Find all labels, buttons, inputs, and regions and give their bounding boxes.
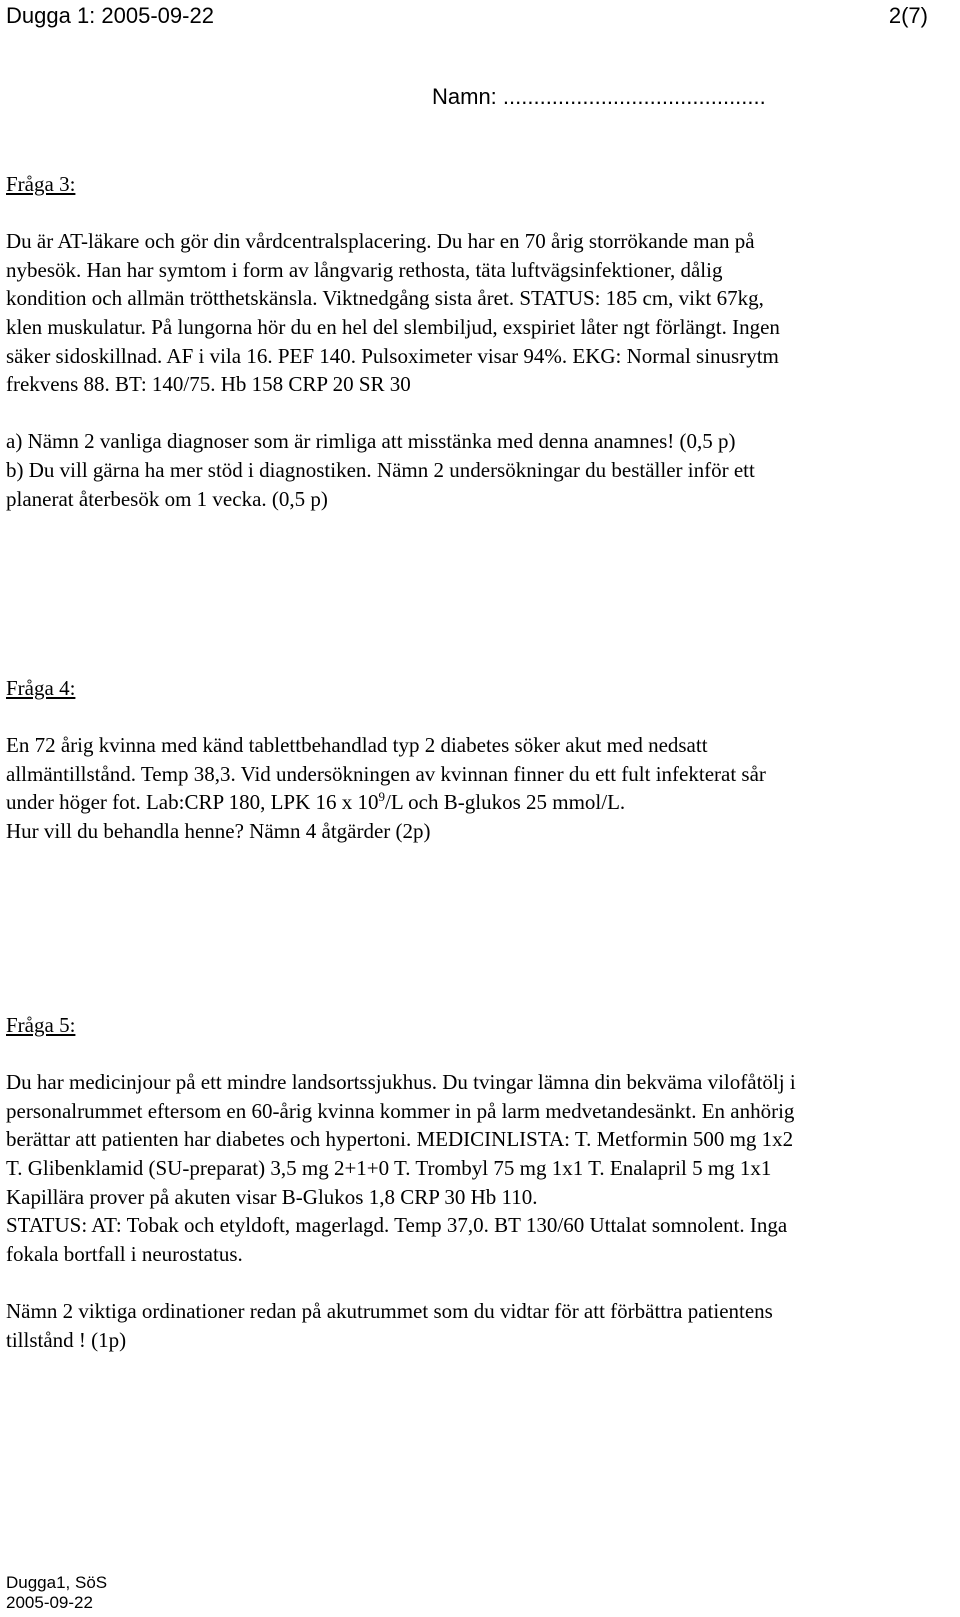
question-3-task-a: a) Nämn 2 vanliga diagnoser som är rimliga att misstänka med denna anamnes! (0,5 p)	[6, 429, 736, 454]
question-5-title: Fråga 5:	[6, 1013, 76, 1037]
question-4-lab-text: under höger fot. Lab:CRP 180, LPK 16 x 10	[6, 790, 379, 815]
question-5-task: tillstånd ! (1p)	[6, 1327, 127, 1352]
page-number: 2(7)	[888, 3, 928, 28]
question-3	[6, 170, 936, 513]
question-5-case-line: fokala bortfall i neurostatus.	[6, 1241, 243, 1266]
footer	[6, 1573, 107, 1613]
footer-course: Dugga1, SöS	[6, 1573, 108, 1592]
question-4-lab-text: /L och B-glukos 25 mmol/L.	[385, 790, 626, 815]
question-5	[6, 1011, 936, 1354]
exponent-superscript: 9	[378, 789, 386, 805]
question-3-task-b: b) Du vill gärna ha mer stöd i diagnostiken. Nämn 2 undersökningar du beställer inför ett	[6, 457, 755, 482]
question-3-case-line: nybesök. Han har symtom i form av långvarig rethosta, täta luftvägsinfektioner, dålig	[6, 257, 723, 282]
question-4-case-line: allmäntillstånd. Temp 38,3. Vid undersökningen av kvinnan finner du ett fult infekterat sår	[6, 761, 766, 786]
question-4-case-line	[6, 788, 936, 817]
name-line: Namn: ...........................................	[432, 84, 766, 109]
question-3-case-line: kondition och allmän trötthetskänsla. Viktnedgång sista året. STATUS: 185 cm, vikt 67kg,	[6, 286, 764, 311]
question-3-case-line: säker sidoskillnad. AF i vila 16. PEF 140. Pulsoximeter visar 94%. EKG: Normal sinusrytm	[6, 343, 779, 368]
header-left: Dugga 1: 2005-09-22	[6, 3, 214, 28]
footer-date: 2005-09-22	[6, 1593, 93, 1612]
question-4	[6, 674, 936, 846]
question-5-case-line: STATUS: AT: Tobak och etyldoft, magerlagd. Temp 37,0. BT 130/60 Uttalat somnolent. Inga	[6, 1213, 788, 1238]
question-5-case-line: Du har medicinjour på ett mindre landsortssjukhus. Du tvingar lämna din bekväma vilofåtölj i	[6, 1070, 796, 1095]
question-5-case-line: personalrummet eftersom en 60-årig kvinna kommer in på larm medvetandesänkt. En anhörig	[6, 1098, 795, 1123]
question-3-case-line: frekvens 88. BT: 140/75. Hb 158 CRP 20 SR 30	[6, 372, 411, 397]
question-3-title: Fråga 3:	[6, 172, 76, 196]
question-4-title: Fråga 4:	[6, 676, 76, 700]
question-3-case-line: klen muskulatur. På lungorna hör du en hel del slembiljud, exspiriet låter ngt förlängt. Ingen	[6, 314, 780, 339]
question-5-case-line: T. Glibenklamid (SU-preparat) 3,5 mg 2+1+0 T. Trombyl 75 mg 1x1 T. Enalapril 5 mg 1x1	[6, 1155, 772, 1180]
question-4-case-line: En 72 årig kvinna med känd tablettbehandlad typ 2 diabetes söker akut med nedsatt	[6, 733, 708, 758]
question-4-task: Hur vill du behandla henne? Nämn 4 åtgärder (2p)	[6, 818, 431, 843]
question-5-case-line: Kapillära prover på akuten visar B-Glukos 1,8 CRP 30 Hb 110.	[6, 1184, 538, 1209]
question-5-task: Nämn 2 viktiga ordinationer redan på akutrummet som du vidtar för att förbättra patientens	[6, 1298, 773, 1323]
question-5-case-line: berättar att patienten har diabetes och hypertoni. MEDICINLISTA: T. Metformin 500 mg 1x2	[6, 1127, 794, 1152]
question-3-task-b: planerat återbesök om 1 vecka. (0,5 p)	[6, 486, 328, 511]
question-3-case-line: Du är AT-läkare och gör din vårdcentralsplacering. Du har en 70 årig storrökande man på	[6, 229, 755, 254]
